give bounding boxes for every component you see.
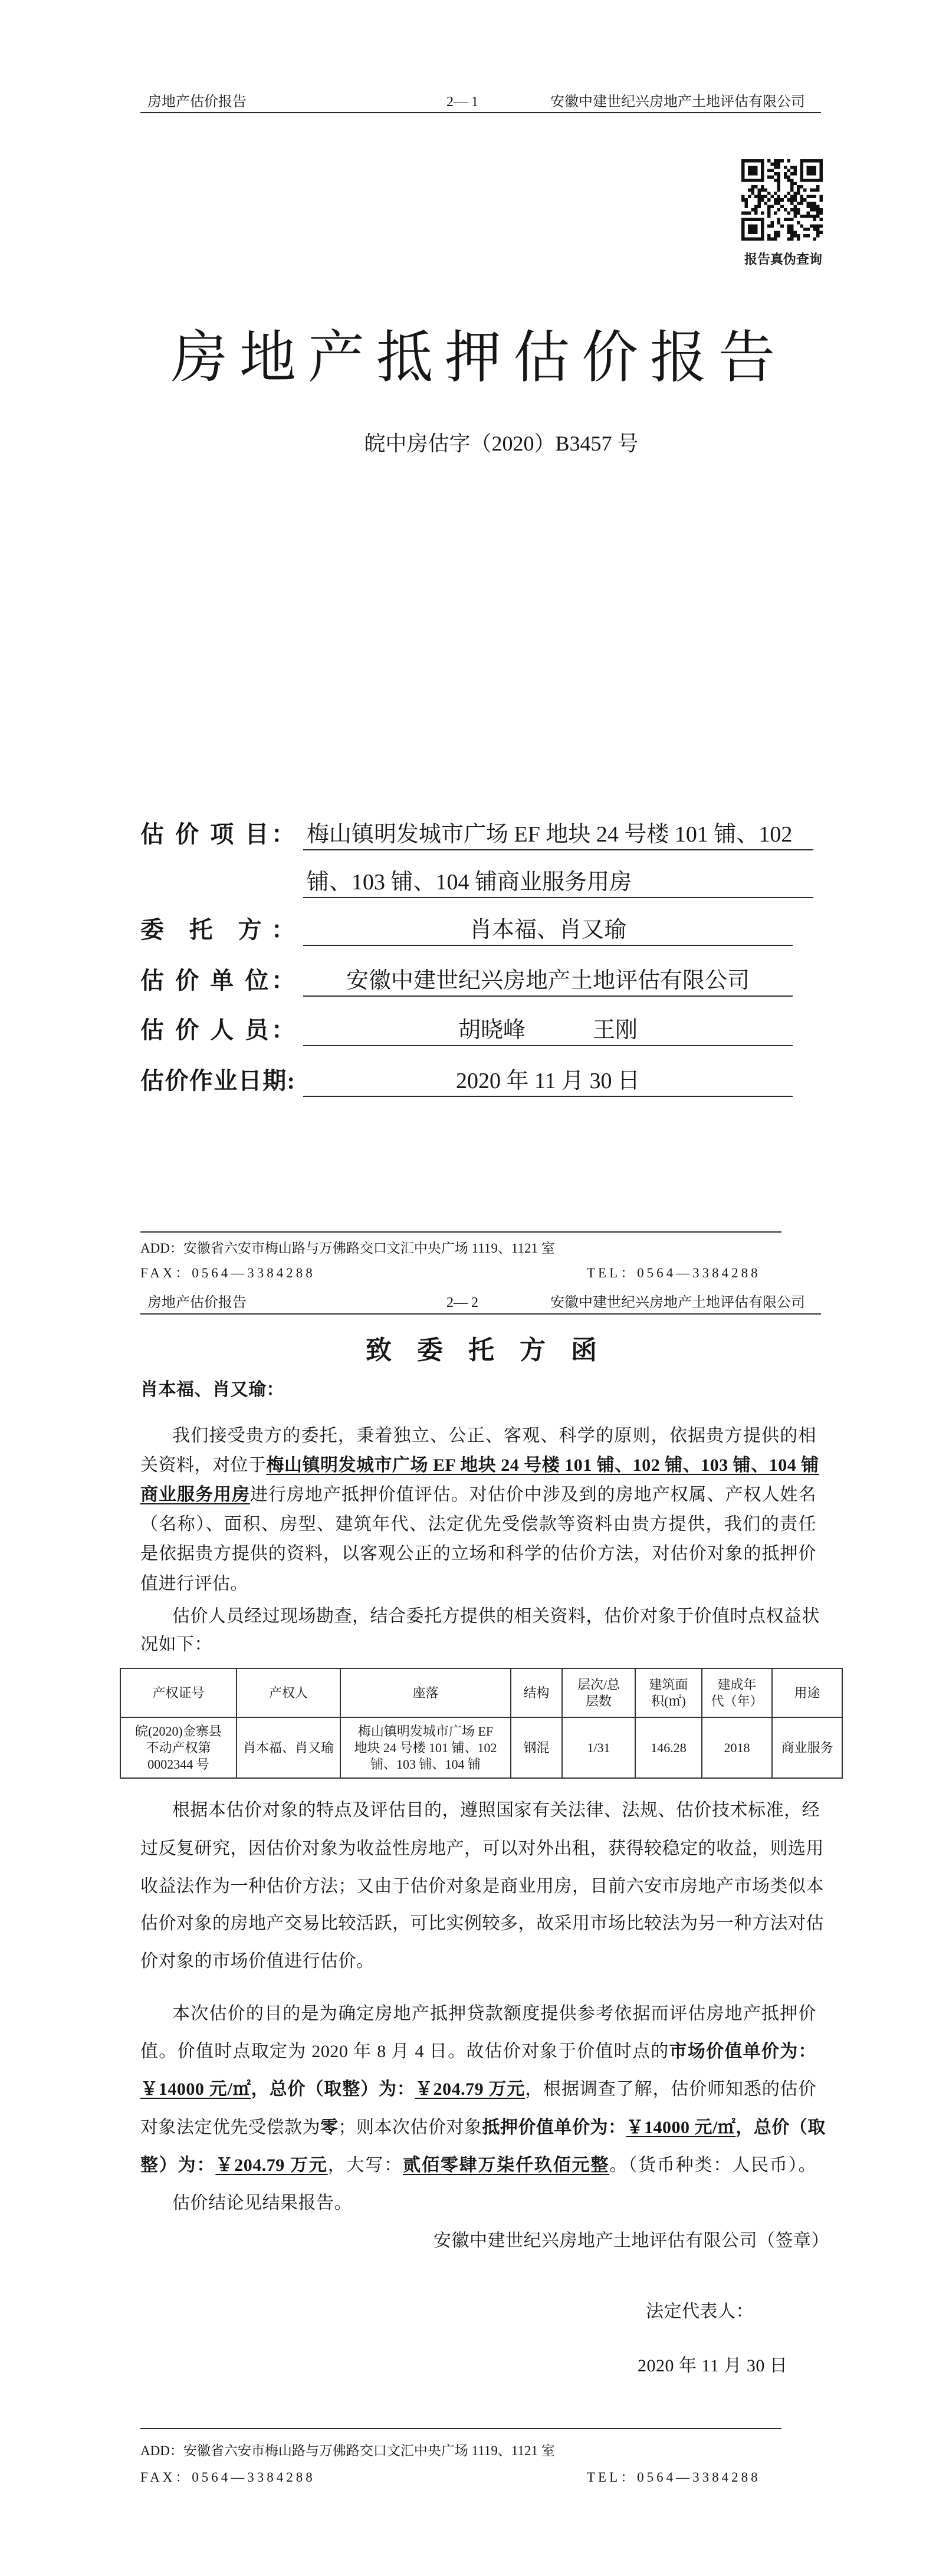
text-segment: 关资料，对位于 — [140, 1455, 267, 1475]
letter-salutation: 肖本福、肖又瑜： — [140, 1380, 284, 1399]
paragraph-4-line — [140, 2154, 816, 2177]
running-header-page-number: 2— 2 — [446, 1295, 478, 1310]
market-unit-price-label: 市场价值单价为： — [669, 2042, 817, 2061]
cell-owner: 肖本福、肖又瑜 — [237, 1717, 340, 1778]
text-segment: 进行房地产抵押价值评估。对估价中涉及到的房地产权属、产权人姓名 — [249, 1485, 817, 1504]
text-segment: 价对象的市场价值进行估价。 — [140, 1951, 375, 1971]
property-rights-table — [120, 1668, 843, 1779]
mortgage-total-price-label: 整）为： — [140, 2156, 216, 2175]
paragraph-4-line — [140, 2078, 816, 2101]
mortgage-total-price-value: ￥204.79 万元 — [215, 2156, 328, 2175]
column-header-floor: 层次/总 层数 — [562, 1668, 635, 1717]
column-header-structure: 结构 — [511, 1668, 562, 1717]
text-segment: 是依据贵方提供的资料，以客观公正的立场和科学的估价方法，对估价对象的抵押价 — [140, 1544, 816, 1563]
cell-floor-area: 146.28 — [635, 1717, 702, 1778]
priority-claim-value: 零 — [320, 2118, 339, 2137]
property-location-emphasis: 商业服务用房 — [140, 1485, 250, 1504]
field-value-project-line-1: 梅山镇明发城市广场 EF 地块 24 号楼 101 铺、102 — [303, 820, 813, 850]
text-segment: 估价对象的房地产交易比较活跃，可比实例较多，故采用市场比较法为另一种方法对估 — [140, 1914, 824, 1933]
mortgage-unit-price-value: ￥14000 元/㎡ — [626, 2118, 736, 2137]
field-value-work-date: 2020 年 11 月 30 日 — [303, 1066, 793, 1097]
column-header-location: 座落 — [340, 1668, 511, 1717]
paragraph-1-line — [140, 1542, 816, 1566]
property-location-emphasis: 梅山镇明发城市广场 EF 地块 24 号楼 101 铺、102 铺、103 铺、104 铺 — [266, 1455, 819, 1475]
paragraph-3-line — [172, 1799, 820, 1822]
running-header-company: 安徽中建世纪兴房地产土地评估有限公司 — [550, 94, 805, 110]
table-row — [120, 1717, 842, 1778]
paragraph-1-line — [140, 1454, 819, 1477]
paragraph-4-line — [140, 2116, 826, 2140]
qr-caption: 报告真伪查询 — [744, 252, 823, 267]
footer-rule — [140, 2428, 781, 2429]
footer-address: ADD：安徽省六安市梅山路与万佛路交口文汇中央广场 1119、1121 室 — [140, 1241, 555, 1256]
cell-location: 梅山镇明发城市广场 EF 地块 24 号楼 101 铺、102 铺、103 铺、104 铺 — [340, 1717, 511, 1778]
paragraph-1-line — [140, 1483, 816, 1507]
text-segment: 过反复研究，因估价对象为收益性房地产，可以对外出租，获得较稳定的收益，则选用 — [140, 1839, 824, 1858]
column-header-floor-area: 建筑面 积(㎡) — [635, 1668, 702, 1717]
table-header-row — [120, 1668, 842, 1717]
mortgage-total-price-label: ，总价（取 — [735, 2118, 826, 2137]
closing-sentence: 估价结论见结果报告。 — [172, 2193, 352, 2213]
text-segment: 我们接受贵方的委托，秉着独立、公正、客观、科学的原则，依据贵方提供的相 — [172, 1426, 816, 1445]
amount-in-words: 贰佰零肆万柒仟玖佰元整 — [403, 2156, 610, 2175]
field-value-project-line-2: 铺、103 铺、104 铺商业服务用房 — [303, 868, 813, 898]
qr-code — [741, 159, 823, 241]
paragraph-2-line — [140, 1633, 212, 1657]
column-header-year-built: 建成年 代（年） — [702, 1668, 772, 1717]
paragraph-1-line — [140, 1513, 816, 1536]
paragraph-4-line — [140, 2040, 816, 2064]
paragraph-1-line — [172, 1424, 816, 1448]
legal-representative: 法定代表人： — [646, 2302, 754, 2321]
running-header-company: 安徽中建世纪兴房地产土地评估有限公司 — [550, 1295, 805, 1310]
appraiser-name: 王刚 — [593, 1018, 638, 1043]
field-value-appraisal-unit: 安徽中建世纪兴房地产土地评估有限公司 — [303, 966, 793, 997]
footer-tel: TEL：0564—3384288 — [587, 1266, 761, 1280]
field-value-client: 肖本福、肖又瑜 — [303, 915, 793, 946]
field-label-work-date: 估价作业日期: — [140, 1067, 295, 1094]
footer-address: ADD：安徽省六安市梅山路与万佛路交口文汇中央广场 1119、1121 室 — [140, 2443, 555, 2458]
text-segment: 根据本估价对象的特点及评估目的，遵照国家有关法律、法规、估价技术标准，经 — [172, 1800, 820, 1820]
field-label-appraisers: 估 价 人 员： — [140, 1017, 295, 1043]
appraiser-name: 胡晓峰 — [458, 1018, 526, 1043]
running-header-report-name: 房地产估价报告 — [147, 1295, 247, 1310]
letter-title: 致 委 托 方 函 — [366, 1336, 606, 1365]
mortgage-unit-price-label: 抵押价值单价为： — [482, 2118, 626, 2137]
paragraph-3-line — [140, 1912, 824, 1936]
column-header-owner: 产权人 — [237, 1668, 340, 1717]
text-segment: 况如下： — [140, 1635, 212, 1654]
running-header-page-number: 2— 1 — [446, 94, 478, 110]
signature-date: 2020 年 11 月 30 日 — [638, 2356, 788, 2375]
paragraph-4-line — [172, 2002, 816, 2026]
footer-tel: TEL：0564—3384288 — [587, 2470, 761, 2485]
market-unit-price-value: ￥14000 元/㎡ — [140, 2079, 251, 2099]
text-segment: 本次估价的目的是为确定房地产抵押贷款额度提供参考依据而评估房地产抵押价 — [172, 2004, 816, 2023]
report-title: 房地产抵押估价报告 — [171, 326, 787, 389]
field-label-appraisal-unit: 估 价 单 位： — [140, 967, 295, 994]
header-rule — [140, 1313, 821, 1315]
cell-certificate-no: 皖(2020)金寨县 不动产权第 0002344 号 — [120, 1717, 237, 1778]
text-segment: 值进行评估。 — [140, 1574, 248, 1593]
text-segment: 估价人员经过现场勘查，结合委托方提供的相关资料，估价对象于价值时点权益状 — [172, 1606, 820, 1626]
market-total-price-value: ￥204.79 万元 — [415, 2079, 526, 2099]
paragraph-3-line — [140, 1875, 824, 1898]
text-segment: ，根据调查了解，估价师知悉的估价 — [525, 2079, 817, 2099]
text-segment: 值。价值时点取定为 2020 年 8 月 4 日。故估价对象于价值时点的 — [140, 2042, 669, 2061]
field-label-project: 估 价 项 目： — [140, 821, 295, 847]
header-rule — [140, 112, 821, 113]
cell-floor: 1/31 — [562, 1717, 635, 1778]
paragraph-3-line — [140, 1950, 375, 1973]
paragraph-1-line — [140, 1572, 248, 1596]
field-label-client: 委 托 方： — [140, 916, 295, 943]
field-value-appraisers — [303, 1016, 793, 1046]
column-header-usage: 用途 — [772, 1668, 842, 1717]
footer-fax: FAX：0564—3384288 — [140, 1266, 316, 1280]
market-total-price-label: ，总价（取整）为： — [251, 2079, 415, 2099]
running-header-report-name: 房地产估价报告 — [147, 94, 247, 110]
column-header-certificate-no: 产权证号 — [120, 1668, 237, 1717]
report-number: 皖中房估字（2020）B3457 号 — [364, 432, 639, 455]
paragraph-3-line — [140, 1837, 824, 1861]
cell-year-built: 2018 — [702, 1717, 772, 1778]
text-segment: ；则本次估价对象 — [338, 2118, 482, 2137]
text-segment: 。（货币种类：人民币）。 — [609, 2156, 817, 2175]
text-segment: （名称）、面积、房型、建筑年代、法定优先受偿款等资料由贵方提供，我们的责任 — [140, 1514, 816, 1534]
cell-usage: 商业服务 — [772, 1717, 842, 1778]
cell-structure: 钢混 — [511, 1717, 562, 1778]
paragraph-2-line — [172, 1605, 820, 1628]
text-segment: ，大写： — [327, 2156, 403, 2175]
footer-fax: FAX：0564—3384288 — [140, 2470, 316, 2485]
text-segment: 对象法定优先受偿款为 — [140, 2118, 320, 2137]
signature-company: 安徽中建世纪兴房地产土地评估有限公司（签章） — [433, 2231, 829, 2250]
footer-rule — [140, 1231, 781, 1233]
text-segment: 收益法作为一种估价方法；又由于估价对象是商业用房，目前六安市房地产市场类似本 — [140, 1877, 824, 1896]
